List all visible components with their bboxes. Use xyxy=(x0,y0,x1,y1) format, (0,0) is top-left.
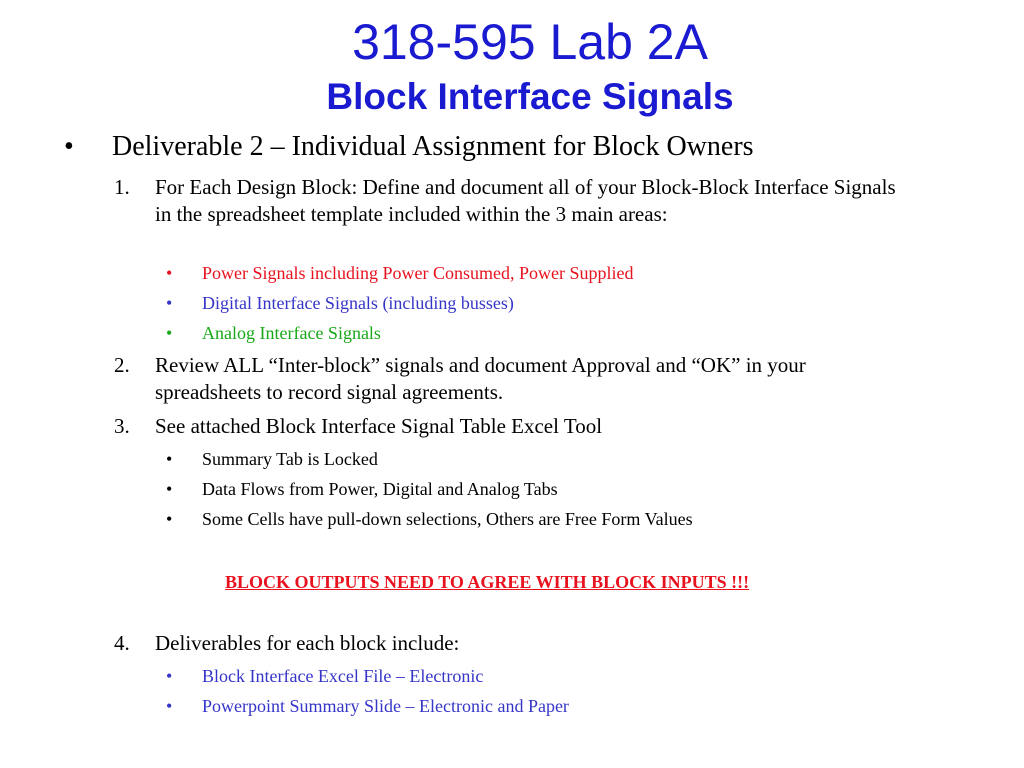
bullet-icon: • xyxy=(166,323,173,343)
sub-item-text: Digital Interface Signals (including busses) xyxy=(202,293,514,313)
main-bullet-text: Deliverable 2 – Individual Assignment for Block Owners xyxy=(112,131,754,162)
item-number: 4. xyxy=(114,631,130,655)
item-number: 3. xyxy=(114,414,130,438)
sub-item-text: Summary Tab is Locked xyxy=(202,449,378,469)
item-text: See attached Block Interface Signal Table Excel Tool xyxy=(155,414,603,438)
bullet-icon: • xyxy=(166,696,173,716)
sub-item-text: Some Cells have pull-down selections, Others are Free Form Values xyxy=(202,509,693,529)
warning-text: BLOCK OUTPUTS NEED TO AGREE WITH BLOCK INPUTS !!! xyxy=(225,572,750,592)
bullet-icon: • xyxy=(166,666,173,686)
slide-title: 318-595 Lab 2A xyxy=(352,14,708,70)
sub-item-text: Powerpoint Summary Slide – Electronic and Paper xyxy=(202,696,569,716)
sub-item-text: Block Interface Excel File – Electronic xyxy=(202,666,484,686)
sub-item-text: Analog Interface Signals xyxy=(202,323,381,343)
sub-item-text: Data Flows from Power, Digital and Analog Tabs xyxy=(202,479,558,499)
sub-item-text: Power Signals including Power Consumed, Power Supplied xyxy=(202,263,634,283)
item-number: 1. xyxy=(114,175,130,199)
bullet-icon: • xyxy=(64,131,74,162)
item-text: Review ALL “Inter-block” signals and document Approval and “OK” in your spreadsheets to record signal agreements. xyxy=(155,353,806,404)
bullet-icon: • xyxy=(166,293,173,313)
bullet-icon: • xyxy=(166,263,173,283)
item-number: 2. xyxy=(114,353,130,377)
bullet-icon: • xyxy=(166,479,173,499)
bullet-icon: • xyxy=(166,449,173,469)
item-text: For Each Design Block: Define and document all of your Block-Block Interface Signals in the spreadsheet template included within the 3 main areas: xyxy=(155,175,896,226)
item-text: Deliverables for each block include: xyxy=(155,631,460,655)
slide-subtitle: Block Interface Signals xyxy=(326,76,734,117)
bullet-icon: • xyxy=(166,509,173,529)
